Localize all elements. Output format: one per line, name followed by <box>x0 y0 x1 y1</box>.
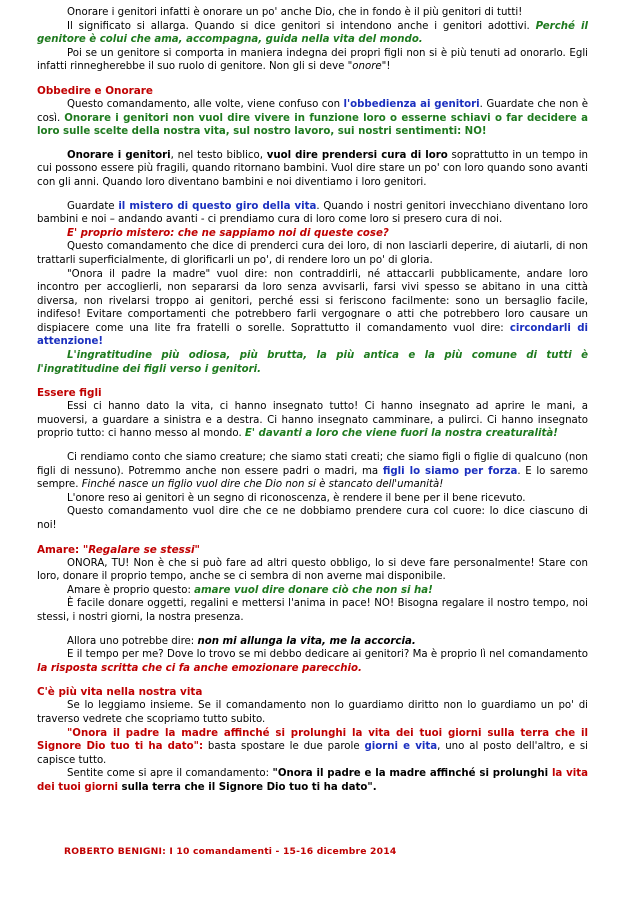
text: Allora uno potrebbe dire: <box>67 635 198 647</box>
section-heading <box>37 543 588 557</box>
highlight-blue: circondarli di attenzione! <box>37 322 589 348</box>
highlight-red: la vita dei tuoi giorni <box>37 768 588 793</box>
highlight-blue: giorni e vita <box>364 741 438 753</box>
heading-quote: "Regalare se stessi" <box>82 543 200 556</box>
text: Questo comandamento che dice di prenderci cura dei loro, di non lasciarli deperire, di aiutarli, di non trattarli superficialmente, di glorificarli un po', di rendere loro un po' di gloria. <box>37 241 588 266</box>
text: Amare è proprio questo: <box>67 584 195 596</box>
paragraph <box>37 699 588 726</box>
paragraph <box>37 240 588 267</box>
highlight-blue: il mistero di questo giro della vita <box>118 200 317 212</box>
highlight-red: E' proprio mistero: che ne sappiamo noi di queste cose? <box>67 227 389 239</box>
paragraph <box>37 149 588 190</box>
text: , uno al posto dell'altro, e si capisce tutto. <box>37 741 588 766</box>
text: "Onora il padre la madre" vuol dire: non contraddirli, né attaccarli pubblicamente, andare loro incontro per accoglierli, non separarsi da loro senza avvisarli, farsi vivi spesso se abitano in una città diversa, non rivelarsi troppo ai genitori, perché essi si feriscono facilmente: sono un bersaglio facile, indifeso! Evitare comportamenti che potrebbero farli vergognare o atti che potrebbero loro causare un dispiacere come una lite fra fratelli o sorelle. Soprattutto il comandamento vuol dire: <box>37 268 588 334</box>
page-footer: ROBERTO BENIGNI: I 10 comandamenti - 15-16 dicembre 2014 <box>64 846 397 857</box>
highlight-green: E' davanti a loro che viene fuori la nostra creaturalità! <box>244 428 558 440</box>
quote-text: "onore" <box>347 61 387 73</box>
paragraph <box>37 451 588 492</box>
paragraph <box>37 400 588 441</box>
paragraph <box>37 635 588 649</box>
text: Onorare i genitori infatti è onorare un po' anche Dio, che in fondo è il più genitori di tutti! <box>67 7 523 18</box>
bold-italic-text: non mi allunga la vita, me la accorcia. <box>197 635 416 647</box>
paragraph <box>37 47 588 74</box>
paragraph <box>37 268 588 350</box>
text: Essi ci hanno dato la vita, ci hanno insegnato tutto! Ci hanno insegnato ad aprire le mani, a muoversi, a guardare a sinistra e a destra. Ci hanno insegnato camminare, a pulirci. Ci hanno insegnato proprio tutto: ci hanno messo al mondo. <box>37 401 588 440</box>
document-page <box>37 6 588 795</box>
paragraph <box>37 597 588 624</box>
text: Sentite come si apre il comandamento: <box>67 768 273 780</box>
text: Questo comandamento vuol dire che ce ne dobbiamo prendere cura col cuore: lo dice ciascuno di noi! <box>37 506 588 531</box>
italic-text: Finché nasce un figlio vuol dire che Dio non si è stancato dell'umanità! <box>81 479 444 491</box>
text: ! <box>386 61 391 73</box>
text: . E lo saremo sempre. <box>37 465 588 491</box>
highlight-red: la risposta scritta che ci fa anche emozionare parecchio. <box>37 662 362 674</box>
text: Poi se un genitore si comporta in maniera indegna dei propri figli non si è più tenuti ad onorarlo. Egli infatti rinnegherebbe il suo ruolo di genitore. Non gli si deve <box>37 47 588 73</box>
section-heading: C'è più vita nella nostra vita <box>37 686 203 699</box>
section-heading: Essere figli <box>37 387 102 400</box>
section-heading: Obbedire e Onorare <box>37 84 153 97</box>
paragraph <box>37 6 588 20</box>
text: È facile donare oggetti, regalini e mettersi l'anima in pace! NO! Bisogna regalare il nostro tempo, noi stessi, i nostri giorni, la nostra presenza. <box>37 598 588 623</box>
bold-text: Onorare i genitori <box>67 149 171 161</box>
bold-text: sulla terra che il Signore Dio tuo ti ha dato". <box>117 781 377 793</box>
bold-text: vuol dire prendersi cura di loro <box>266 149 448 161</box>
paragraph <box>37 727 588 768</box>
paragraph <box>37 200 588 227</box>
text: . Quando i nostri genitori invecchiano diventano loro bambini e noi – andando avanti - ci prendiamo cura di loro come loro si presero cura di noi. <box>37 200 588 226</box>
bold-text: "Onora il padre e la madre affinché si prolunghi <box>272 768 552 780</box>
highlight-green: amare vuol dire donare ciò che non si ha! <box>194 584 433 596</box>
text: Guardate <box>67 200 119 212</box>
paragraph <box>37 227 588 241</box>
paragraph <box>37 584 588 598</box>
text: Questo comandamento, alle volte, viene confuso con <box>67 98 344 110</box>
text: Il significato si allarga. Quando si dice genitori si intendono anche i genitori adottivi. <box>67 20 536 32</box>
text: , nel testo biblico, <box>170 149 267 161</box>
paragraph <box>37 492 588 506</box>
paragraph <box>37 349 588 376</box>
text: Se lo leggiamo insieme. Se il comandamento non lo guardiamo diritto non lo guardiamo un po' di traverso vedrete che scopriamo tutto subito. <box>37 700 588 725</box>
highlight-green: L'ingratitudine più odiosa, più brutta, la più antica e la più comune di tutti è l'ingratitudine dei figli verso i genitori. <box>37 350 588 375</box>
paragraph <box>37 98 588 139</box>
highlight-red: "Onora il padre la madre affinché si prolunghi la vita dei tuoi giorni sulla terra che il Signore Dio tuo ti ha dato": <box>37 727 588 753</box>
paragraph <box>37 767 588 794</box>
paragraph <box>37 648 588 675</box>
text: Ci rendiamo conto che siamo creature; che siamo stati creati; che siamo figli o figlie di qualcuno (non figli di nessuno). Potremmo anche non essere padri o madri, ma <box>37 452 588 477</box>
paragraph <box>37 557 588 584</box>
text: L'onore reso ai genitori è un segno di riconoscenza, è rendere il bene per il bene ricevuto. <box>67 492 526 504</box>
highlight-green: Onorare i genitori non vuol dire vivere in funzione loro o esserne schiavi o far decidere a loro sulle scelte della nostra vita, sul nostro lavoro, sui nostri sentimenti: NO! <box>37 112 589 138</box>
highlight-blue: l'obbedienza ai genitori <box>343 98 480 110</box>
text: . Guardate che non è così. <box>37 98 588 124</box>
text: basta spostare le due parole <box>203 741 365 753</box>
text: soprattutto in un tempo in cui possono essere più fragili, quando ritornano bambini. Vuol dire stare un po' con loro quando sono avanti con gli anni. Quando loro diventano bambini e noi diventiamo i loro genitori. <box>37 149 588 188</box>
text: ONORA, TU! Non è che si può fare ad altri questo obbligo, lo si deve fare personalmente! Stare con loro, donare il proprio tempo, anche se ci sembra di non averne mai disponibile. <box>37 557 588 583</box>
paragraph <box>37 20 588 47</box>
paragraph <box>37 505 588 532</box>
highlight-green: Perché il genitore è colui che ama, accompagna, guida nella vita del mondo. <box>37 20 588 46</box>
highlight-blue: figli lo siamo per forza <box>382 465 518 477</box>
heading-text: Amare: <box>37 543 83 556</box>
text: E il tempo per me? Dove lo trovo se mi debbo dedicare ai genitori? Ma è proprio lì nel comandamento <box>67 649 588 661</box>
